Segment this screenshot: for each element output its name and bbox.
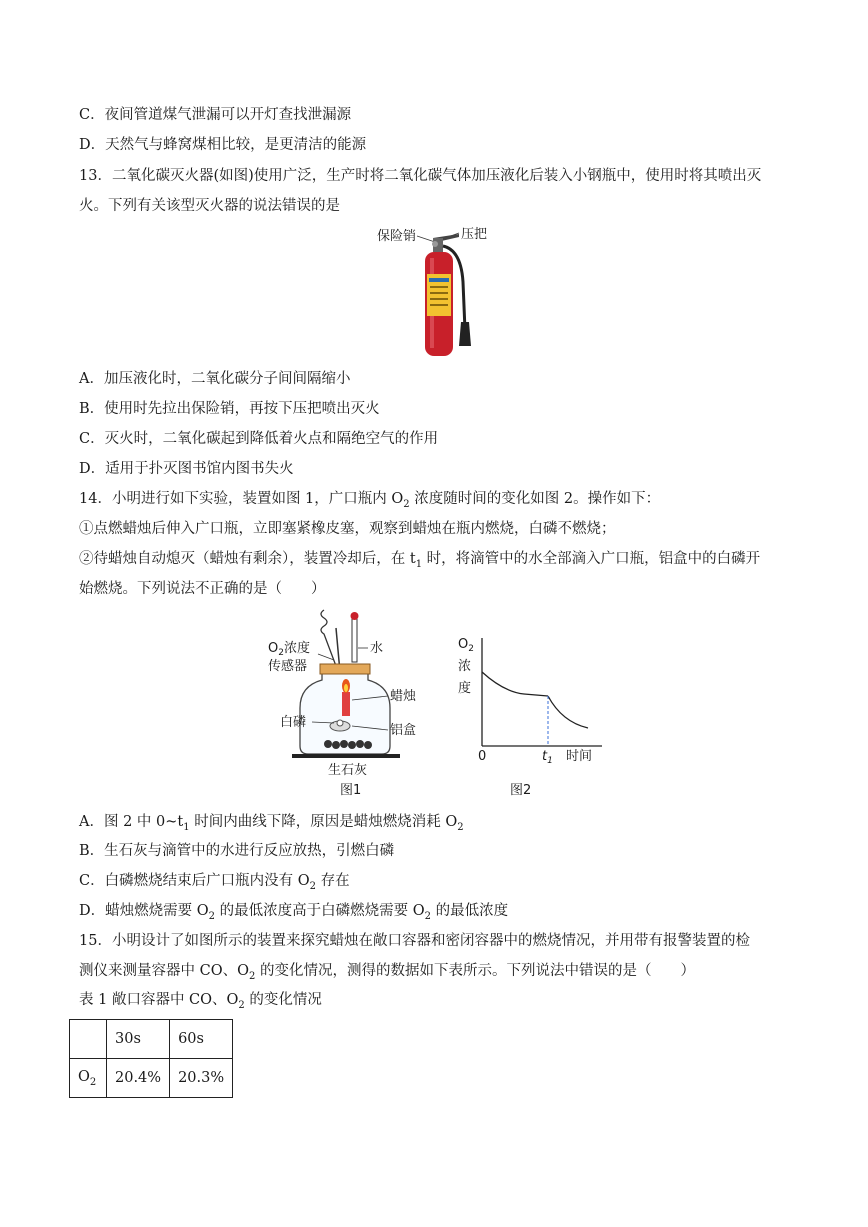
- figure2-caption: 图2: [510, 783, 532, 798]
- curve-segment-1: [482, 672, 548, 696]
- y-axis-label: $O_2$: [458, 637, 474, 654]
- table-caption: 表 1 敞口容器中 CO、$O_2$ 的变化情况: [79, 992, 322, 1011]
- q12-option-c: C．夜间管道煤气泄漏可以开灯查找泄漏源: [79, 107, 352, 123]
- q14-step-3: 始燃烧。下列说法不正确的是（ ）: [79, 581, 326, 597]
- q13-option-a: A．加压液化时，二氧化碳分子间间隔缩小: [79, 371, 351, 387]
- table-header-cell: [70, 1020, 107, 1059]
- label-aluminum-box: 铝盒: [390, 723, 417, 738]
- x-origin-label: 0: [478, 749, 487, 764]
- figure1-apparatus: [262, 604, 432, 800]
- q13-stem-line2: 火。下列有关该型灭火器的说法错误的是: [79, 198, 340, 214]
- table-header-cell: 60s: [170, 1020, 233, 1059]
- q15-stem-line2: 测仪来测量容器中 CO、$O_2$ 的变化情况，测得的数据如下表所示。下列说法中错误的是（ ）: [79, 963, 695, 982]
- q13-option-b: B．使用时先拉出保险销，再按下压把喷出灭火: [79, 401, 380, 417]
- q14-option-c: C．白磷燃烧结束后广口瓶内没有 $O_2$ 存在: [79, 873, 350, 892]
- x-axis-label: 时间: [566, 749, 593, 764]
- table-cell: 20.3%: [170, 1059, 233, 1098]
- q13-option-c: C．灭火时，二氧化碳起到降低着火点和隔绝空气的作用: [79, 431, 439, 447]
- q14-stem: 14．小明进行如下实验，装置如图 1，广口瓶内 $O_2$ 浓度随时间的变化如图 2。操作如下：: [79, 491, 661, 510]
- y-axis-label-2: 浓: [458, 659, 472, 674]
- co-o2-table: [69, 1019, 233, 1098]
- q15-stem-line1: 15．小明设计了如图所示的装置来探究蜡烛在敞口容器和密闭容器中的燃烧情况，并用带有报警装置的检: [79, 933, 750, 949]
- q14-option-b: B．生石灰与滴管中的水进行反应放热，引燃白磷: [79, 843, 395, 859]
- figure1-caption: 图1: [340, 783, 362, 798]
- figure2-o2-chart: [452, 630, 612, 800]
- table-row: [70, 1059, 233, 1098]
- table-cell: 20.4%: [107, 1059, 170, 1098]
- label-o2-sensor: $O_2$浓度: [268, 641, 310, 658]
- label-candle: 蜡烛: [390, 689, 417, 704]
- curve-segment-2: [548, 696, 588, 728]
- q13-stem-line1: 13．二氧化碳灭火器(如图)使用广泛，生产时将二氧化碳气体加压液化后装入小钢瓶中，使用时将其喷出灭: [79, 168, 762, 184]
- label-white-phosphorus: 白磷: [280, 715, 307, 730]
- label-water: 水: [370, 641, 384, 656]
- label-quicklime: 生石灰: [328, 763, 368, 778]
- q13-option-d: D．适用于扑灭图书馆内图书失火: [79, 461, 294, 477]
- y-axis-label-3: 度: [458, 681, 472, 696]
- q14-option-a: A．图 2 中 $0\sim t_1$ 时间内曲线下降，原因是蜡烛燃烧消耗 $O_2$: [79, 814, 464, 833]
- table-header-cell: 30s: [107, 1020, 170, 1059]
- co2-extinguisher-figure: [375, 222, 495, 362]
- q12-option-d: D．天然气与蜂窝煤相比较，是更清洁的能源: [79, 137, 367, 153]
- q14-step-2: ②待蜡烛自动熄灭（蜡烛有剩余），装置冷却后，在 $t_1$ 时，将滴管中的水全部滴入广口瓶，铝盒中的白磷开: [79, 551, 761, 570]
- label-sensor: 传感器: [268, 659, 308, 674]
- table-header-row: [70, 1020, 233, 1059]
- q14-option-d: D．蜡烛燃烧需要 $O_2$ 的最低浓度高于白磷燃烧需要 $O_2$ 的最低浓度: [79, 903, 509, 922]
- x-tick-t1: $t_1$: [542, 749, 553, 766]
- table-row-label: $O_2$: [70, 1059, 107, 1098]
- q14-step-1: ①点燃蜡烛后伸入广口瓶，立即塞紧橡皮塞，观察到蜡烛在瓶内燃烧，白磷不燃烧；: [79, 521, 616, 537]
- label-safety-pin: 保险销: [377, 229, 417, 244]
- label-press-handle: 压把: [461, 227, 488, 242]
